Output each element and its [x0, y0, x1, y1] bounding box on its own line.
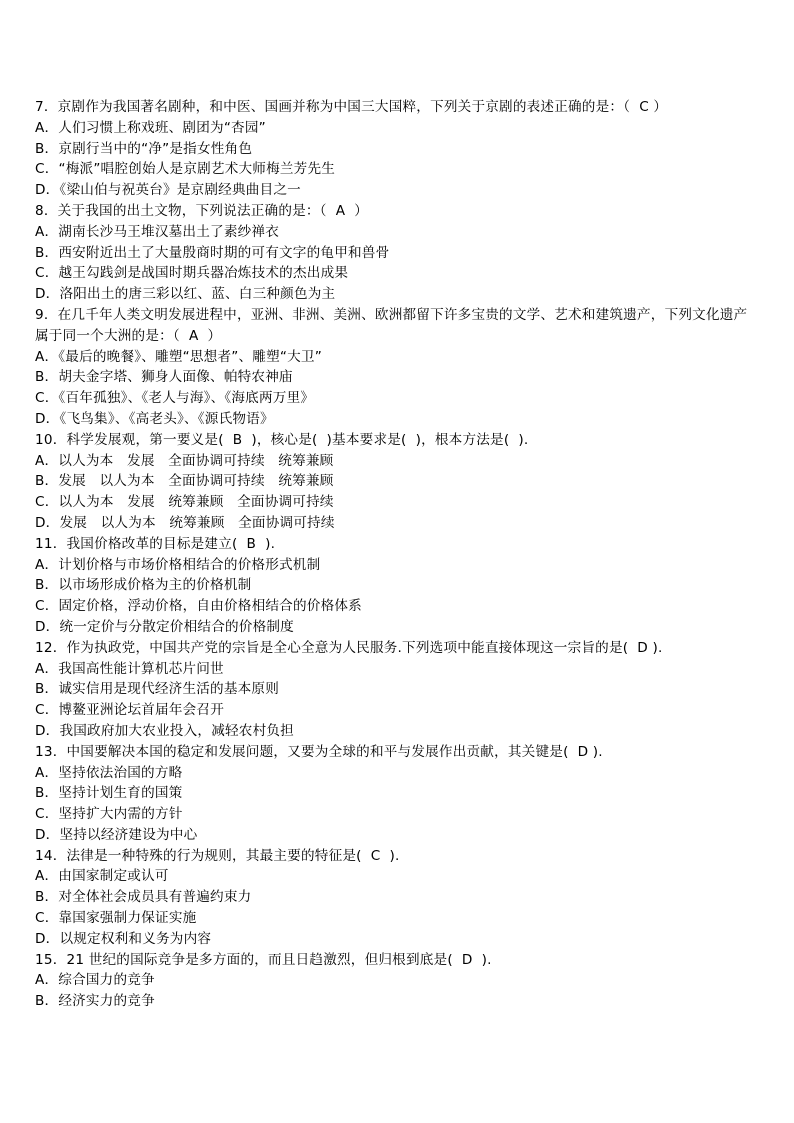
question-line: C．越王勾践剑是战国时期兵器冶炼技术的杰出成果 [35, 265, 349, 282]
question-stem: 9．在几千年人类文明发展进程中，亚洲、非洲、美洲、欧洲都留下许多宝贵的文学、艺术和建筑遗产，下列文化遗产 [35, 306, 748, 323]
question-line: B．对全体社会成员具有普遍约束力 [35, 889, 252, 906]
question-block [35, 742, 765, 846]
question-stem: 13．中国要解决本国的稳定和发展问题，又要为全球的和平与发展作出贡献，其关键是( D ). [35, 743, 603, 760]
question-block [35, 97, 765, 201]
question-line: B．以市场形成价格为主的价格机制 [35, 577, 252, 594]
question-block [35, 846, 765, 950]
question-line: A．由国家制定或认可 [35, 868, 169, 885]
question-stem: 8．关于我国的出土文物，下列说法正确的是：（ A ） [35, 202, 369, 219]
question-line: A．湖南长沙马王堆汉墓出土了素纱禅衣 [35, 223, 279, 240]
question-line: C．“梅派”唱腔创始人是京剧艺术大师梅兰芳先生 [35, 161, 336, 178]
question-line: B．诚实信用是现代经济生活的基本原则 [35, 681, 280, 698]
question-line: D．洛阳出土的唐三彩以红、蓝、白三种颜色为主 [35, 286, 336, 303]
question-line: D．坚持以经济建设为中心 [35, 826, 198, 843]
document-page [35, 97, 765, 1012]
question-block [35, 950, 765, 1012]
question-line: A．坚持依法治国的方略 [35, 764, 183, 781]
question-stem: 15．21 世纪的国际竞争是多方面的，而且日趋激烈，但归根到底是( D ). [35, 951, 492, 968]
question-line: C．《百年孤独》、《老人与海》、《海底两万里》 [35, 390, 315, 407]
question-block [35, 534, 765, 638]
question-line: A．《最后的晚餐》、雕塑“思想者”、雕塑“大卫” [35, 348, 322, 365]
question-block [35, 430, 765, 534]
question-stem: 12．作为执政党，中国共产党的宗旨是全心全意为人民服务.下列选项中能直接体现这一宗旨的是( D ). [35, 639, 663, 656]
question-line: B．京剧行当中的“净”是指女性角色 [35, 140, 253, 157]
question-stem: 14．法律是一种特殊的行为规则，其最主要的特征是( C ). [35, 847, 400, 864]
question-line: C．坚持扩大内需的方针 [35, 806, 183, 823]
question-line: B．胡夫金字塔、狮身人面像、帕特农神庙 [35, 369, 293, 386]
question-line: A．我国高性能计算机芯片问世 [35, 660, 224, 677]
question-line: B．经济实力的竞争 [35, 993, 155, 1010]
question-line: D．我国政府加大农业投入，减轻农村负担 [35, 722, 294, 739]
question-line: A．计划价格与市场价格相结合的价格形式机制 [35, 556, 321, 573]
question-stem: 11．我国价格改革的目标是建立( B ). [35, 535, 276, 552]
question-line: C．固定价格，浮动价格，自由价格相结合的价格体系 [35, 598, 362, 615]
question-line: D．发展 以人为本 统筹兼顾 全面协调可持续 [35, 514, 335, 531]
question-line: A．以人为本 发展 全面协调可持续 统筹兼顾 [35, 452, 334, 469]
question-line: B．发展 以人为本 全面协调可持续 统筹兼顾 [35, 473, 334, 490]
question-block [35, 201, 765, 305]
question-line: B．坚持计划生育的国策 [35, 785, 183, 802]
question-line: A．人们习惯上称戏班、剧团为“杏园” [35, 119, 266, 136]
question-line: A．综合国力的竞争 [35, 972, 155, 989]
question-line: C．靠国家强制力保证实施 [35, 910, 197, 927]
question-stem: 10．科学发展观，第一要义是( B )，核心是( )基本要求是( )，根本方法是( ). [35, 431, 529, 448]
question-line: D．以规定权利和义务为内容 [35, 930, 212, 947]
question-line: 属于同一个大洲的是：（ A ） [35, 327, 222, 344]
question-stem: 7．京剧作为我国著名剧种，和中医、国画并称为中国三大国粹，下列关于京剧的表述正确的是：（ C ） [35, 99, 668, 115]
question-line: C．博鳌亚洲论坛首届年会召开 [35, 702, 225, 719]
question-line: B．西安附近出土了大量殷商时期的可有文字的龟甲和兽骨 [35, 244, 390, 261]
question-line: C．以人为本 发展 统筹兼顾 全面协调可持续 [35, 494, 334, 511]
question-block [35, 638, 765, 742]
question-line: D．《飞鸟集》、《高老头》、《源氏物语》 [35, 410, 274, 427]
question-block [35, 305, 765, 430]
question-line: D．《梁山伯与祝英台》是京剧经典曲目之一 [35, 182, 301, 199]
question-line: D．统一定价与分散定价相结合的价格制度 [35, 618, 294, 635]
